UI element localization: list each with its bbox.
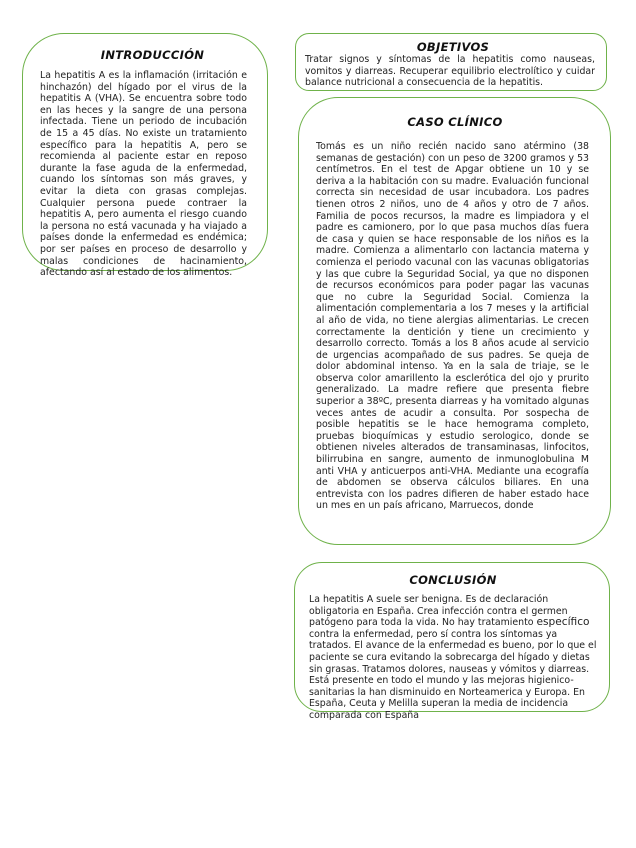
conclusion-title: CONCLUSIÓN [409, 573, 497, 587]
conclusion-body-part1: La hepatitis A suele ser benigna. Es de declaración obligatoria en España. Crea infección contra el germen patógeno para toda la vida. No hay tratamiento [309, 594, 568, 629]
conclusion-body-emph: específico [536, 616, 590, 629]
introduccion-title: INTRODUCCIÓN [100, 48, 205, 62]
caso-clinico-clip [316, 141, 589, 565]
objetivos-body: Tratar signos y síntomas de la hepatitis como nauseas, vomitos y diarreas. Recuperar equilibrio electrolítico y cuidar balance nutricional a consecuencia de la hepatitis. [305, 54, 595, 89]
objetivos-title: OBJETIVOS [416, 40, 490, 54]
introduccion-body: La hepatitis A es la inflamación (irritación e hinchazón) del hígado por el virus de la hepatitis A (VHA). Se encuentra sobre todo en las heces y la sangre de una persona infectada. Tiene un periodo de incubación de 15 a 45 días. No existe un tratamiento específico para la hepatitis A, pero se recomienda al paciente estar en reposo durante la fase aguda de la enfermedad, cuando los síntomas son más graves, y evitar la dieta con grasas complejas. Cualquier persona puede contraer la hepatitis A, pero aumenta el riesgo cuando la persona no está vacunada y ha viajado a países donde la enfermedad es endémica; por ser países en proceso de desarrollo y malas condiciones de hacinamiento, afectando así al estado de los alimentos. [40, 70, 247, 279]
conclusion-body [309, 594, 597, 722]
caso-clinico-title: CASO CLÍNICO [407, 115, 503, 129]
caso-clinico-body: Tomás es un niño recién nacido sano atérmino (38 semanas de gestación) con un peso de 3200 gramos y 53 centímetros. En el test de Apgar obtiene un 10 y se deriva a la habitación con su madre. Evaluación funcional correcta sin necesidad de usar incubadora. Los padres tienen otros 2 niños, uno de 4 años y otro de 7 años. Familia de pocos recursos, la madre es limpiadora y el padre es camionero, por lo que pasa muchos días fuera de casa y quien se hace responsable de los niños es la madre. Comienza a alimentarlo con lactancia materna y comienza el periodo vacunal con las vacunas obligatorias y las que cubre la Seguridad Social, ya que no disponen de recursos económicos para poder pagar las vacunas que no cubre la Seguridad Social. Comienza la alimentación complementaria a los 7 meses y la artificial al año de vida, no tiene alergias alimentarias. Le crecen correctamente la dentición y tiene un crecimiento y desarrollo correcto. Tomás a los 8 años acude al servicio de urgencias acompañado de sus padres. Se queja de dolor abdominal intenso. Ya en la sala de triaje, se le observa color amarillento la esclerótica del ojo y prurito generalizado. La madre refiere que presenta fiebre superior a 38ºC, presenta diarreas y ha vomitado algunas veces antes de acudir a consulta. Por sospecha de posible hepatitis se le hace hemograma completo, pruebas bioquímicas y estudio serologico, donde se obtienen niveles alterados de transaminasas, linfocitos, bilirrubina en sangre, aumento de inmunoglobulina M anti VHA y anticuerpos anti-VHA. Mediante una ecografía de abdomen se observa cálculos biliares. En una entrevista con los padres difieren de haber estado hace un mes en un país africano, Marruecos, donde [316, 141, 589, 512]
conclusion-body-part2: contra la enfermedad, pero sí contra los síntomas ya tratados. El avance de la enfermedad es bueno, por lo que el paciente se cura evitando la sobrecarga del hígado y dietas sin grasas. Tratamos dolores, nauseas y vómitos y diarreas. Está presente en todo el mundo y las mejoras higienico-sanitarias la han disminuido en Norteamerica y Europa. En España, Ceuta y Melilla superan la media de incidencia comparada con España [309, 628, 597, 721]
